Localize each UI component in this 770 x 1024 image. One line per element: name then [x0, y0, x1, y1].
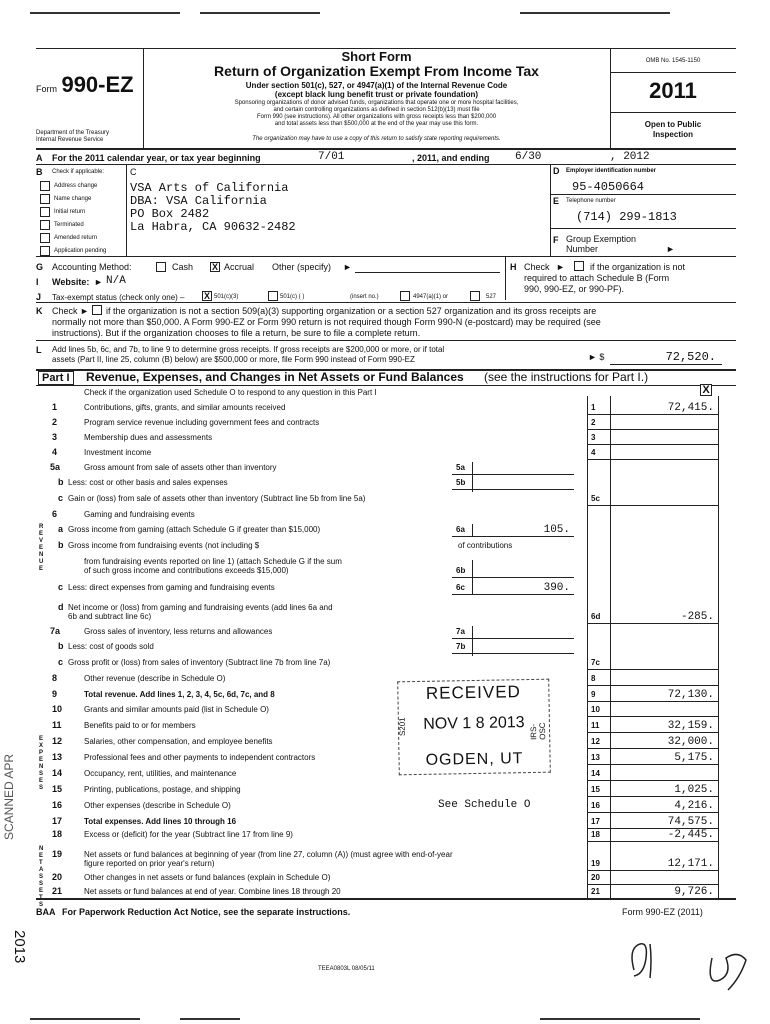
amount-row-rule [587, 429, 718, 430]
line-description: Other revenue (describe in Schedule O) [84, 674, 226, 683]
part-1-see: (see the instructions for Part I.) [484, 370, 649, 384]
sub-box-label: 5a [456, 463, 465, 472]
line-description: Other changes in net assets or fund balances (explain in Schedule O) [84, 873, 331, 882]
amount-box-label: 6d [591, 612, 601, 621]
line-description: Professional fees and other payments to independent contractors [84, 753, 316, 762]
sub-box-rule [452, 577, 574, 578]
line-number: 16 [52, 800, 63, 810]
line-number: 14 [52, 768, 63, 778]
amount-value[interactable]: 9,726. [674, 886, 714, 898]
line-description: Occupancy, rent, utilities, and maintenance [84, 769, 237, 778]
527-label: 527 [486, 294, 497, 300]
org-dba: DBA: VSA California [130, 194, 267, 208]
line-l-text-2: assets (Part II, line 25, column (B) below) are $500,000 or more, file Form 990 instead of Form 990-EZ [52, 355, 415, 364]
sub-box-label: 6a [456, 525, 465, 534]
501c3-checkbox[interactable]: X [203, 291, 210, 301]
line-number: 7a [50, 626, 61, 636]
amount-value[interactable]: 74,575. [667, 816, 714, 828]
line-number: 6 [52, 509, 58, 519]
line-description: Benefits paid to or for members [84, 721, 196, 730]
4947-label: 4947(a)(1) or [413, 294, 449, 300]
line-description: Less: cost or other basis and sales expenses [68, 478, 228, 487]
line-description-extra: of contributions [458, 541, 513, 550]
line-description: Investment income [84, 448, 152, 457]
amount-value[interactable]: 72,415. [667, 402, 714, 414]
sub-box-label: 5b [456, 478, 466, 487]
line-number: b [58, 641, 64, 651]
org-city: La Habra, CA 90632-2482 [130, 220, 296, 234]
form-reference: Form 990-EZ (2011) [622, 907, 703, 917]
line-number: 17 [52, 816, 63, 826]
tax-exempt-label: Tax-exempt status (check only one) – [52, 293, 185, 302]
accounting-method-label: Accounting Method: [52, 262, 132, 272]
sub-box-rule [452, 594, 574, 595]
sponsor-text-2: and certain controlling organizations as defined in section 512(b)(13) must file [273, 107, 480, 113]
schedule-o-check-text: Check if the organization used Schedule O to respond to any question in this Part I [84, 388, 377, 397]
schedule-o-checkbox[interactable]: X [700, 384, 712, 396]
line-description: Grants and similar amounts paid (list in Schedule O) [84, 705, 269, 714]
arrow-icon: ► [94, 277, 103, 287]
amount-box-label: 19 [591, 859, 600, 868]
amount-row-rule [587, 414, 718, 415]
line-k-check: Check [52, 306, 78, 316]
sub-box-label: 7b [456, 642, 466, 651]
amount-row-rule [587, 669, 718, 670]
accrual-checkbox[interactable]: X [211, 262, 218, 272]
amount-box-label: 3 [591, 433, 596, 442]
amount-row-rule [587, 764, 718, 765]
application-pending-label: Application pending [54, 248, 107, 254]
line-description: Net assets or fund balances at end of year. Combine lines 18 through 20 [84, 887, 341, 896]
margin-scan-mark: SCANNED APR [2, 753, 16, 840]
line-number: b [58, 477, 64, 487]
amount-box-label: 1 [591, 403, 596, 412]
line-h-text-1: if the organization is not [590, 262, 686, 272]
line-number: 13 [52, 752, 63, 762]
line-description: Printing, publications, postage, and shipping [84, 785, 241, 794]
line-description-cont: of such gross income and contributions exceeds $15,000) [84, 566, 289, 575]
sub-box-label: 7a [456, 627, 465, 636]
amount-value[interactable]: 1,025. [674, 784, 714, 796]
amount-value[interactable]: 32,159. [667, 720, 714, 732]
amount-row-rule [587, 870, 718, 871]
line-k-text-2: normally not more than $50,000. A Form 990-EZ or Form 990 return is not required though Form 990-N (e-postcard) may be required (see [52, 317, 601, 327]
ein-label: Employer identification number [566, 168, 657, 174]
group-exemption-number: Number [566, 244, 599, 254]
part-1-title: Revenue, Expenses, and Changes in Net Assets or Fund Balances [86, 370, 464, 384]
arrow-icon: ► [80, 306, 89, 316]
line-number: c [58, 582, 64, 592]
dept-treasury: Department of the Treasury [36, 130, 110, 136]
address-change-label: Address change [54, 183, 98, 189]
line-number: d [58, 602, 64, 612]
amount-box-label: 4 [591, 448, 596, 457]
section-e-label: E [553, 196, 560, 206]
under-section: Under section 501(c), 527, or 4947(a)(1) of the Internal Revenue Code [245, 81, 508, 90]
amount-row-rule [587, 623, 718, 624]
form-prefix: Form [36, 84, 57, 94]
sub-box-rule [452, 489, 574, 490]
amount-box-label: 12 [591, 737, 600, 746]
line-number: 3 [52, 432, 58, 442]
section-d-label: D [553, 166, 560, 176]
line-a-text: For the 2011 calendar year, or tax year beginning [52, 153, 261, 163]
line-l-label: L [36, 345, 42, 355]
expenses-side-label: E X P E N S E S [39, 736, 44, 791]
amount-box-label: 9 [591, 690, 596, 699]
amount-box-label: 18 [591, 830, 600, 839]
line-description: Less: cost of goods sold [68, 642, 154, 651]
501c3-label: 501(c)(3) [214, 294, 239, 300]
amount-box-label: 14 [591, 769, 600, 778]
amount-box-label: 21 [591, 887, 600, 896]
amount-box-label: 16 [591, 801, 600, 810]
phone-value: (714) 299-1813 [576, 210, 677, 224]
amount-value[interactable]: 5,175. [674, 752, 714, 764]
amount-row-rule [587, 444, 718, 445]
phone-label: Telephone number [566, 198, 616, 204]
sub-box-amount[interactable]: 105. [543, 524, 570, 536]
stamp-right-code: IRS-OSC [528, 722, 548, 741]
website-value: N/A [106, 275, 126, 287]
sub-box-rule [452, 536, 574, 537]
amount-row-rule [587, 685, 718, 686]
amount-row-rule [587, 716, 718, 717]
arrow-icon: ► [556, 262, 565, 272]
line-description: Excess or (deficit) for the year (Subtract line 17 from line 9) [84, 830, 293, 839]
line-description: Gaming and fundraising events [84, 510, 195, 519]
amount-row-rule [587, 841, 718, 842]
line-number: a [58, 524, 64, 534]
section-f-label: F [553, 235, 559, 245]
website-label: Website: [52, 277, 90, 287]
line-description: Program service revenue including government fees and contracts [84, 418, 320, 427]
tax-year: 2011 [649, 78, 697, 103]
gross-receipts-arrow: ► $ [588, 352, 605, 362]
received-stamp [397, 679, 551, 776]
line-h-check: Check [524, 262, 550, 272]
line-k-label: K [36, 306, 43, 316]
inspection: Inspection [652, 130, 693, 139]
org-address: PO Box 2482 [130, 207, 210, 221]
line-h-text-3: 990, 990-EZ, or 990-PF). [524, 284, 625, 294]
line-description: Other expenses (describe in Schedule O) [84, 801, 231, 810]
sub-box-amount[interactable]: 390. [543, 582, 570, 594]
stamp-date: NOV 1 8 2013 [423, 714, 525, 733]
short-form-label: Short Form [341, 49, 412, 64]
amount-value[interactable]: -285. [680, 611, 714, 623]
line-number: 12 [52, 736, 63, 746]
amount-row-rule [587, 780, 718, 781]
line-note: See Schedule O [438, 799, 531, 811]
form-title: Return of Organization Exempt From Income Tax [214, 63, 539, 79]
line-k-text-3: instructions). But if the organization chooses to file a return, be sure to file a complete return. [52, 328, 421, 338]
line-number: 19 [52, 849, 63, 859]
sub-box-rule [452, 653, 574, 654]
amount-box-label: 15 [591, 785, 600, 794]
tax-year-begin: 7/01 [318, 151, 345, 163]
amount-box-label: 2 [591, 418, 596, 427]
stamp-received: RECEIVED [425, 682, 522, 703]
line-description: Gross amount from sale of assets other than inventory [84, 463, 277, 472]
line-number: 2 [52, 417, 58, 427]
name-change-label: Name change [54, 196, 92, 202]
amount-box-label: 8 [591, 674, 596, 683]
check-if-applicable: Check if applicable: [52, 169, 105, 175]
baa-label: BAA [36, 907, 56, 917]
line-h-label: H [510, 262, 517, 272]
year-stamp: 2013 [11, 930, 28, 964]
paperwork-notice: For Paperwork Reduction Act Notice, see the separate instructions. [62, 907, 351, 917]
handwritten-initials [620, 930, 760, 1000]
open-public: Open to Public [644, 120, 702, 129]
arrow-icon: ► [666, 244, 675, 254]
amount-row-rule [587, 505, 718, 506]
amount-value[interactable]: 4,216. [674, 800, 714, 812]
line-g-label: G [36, 262, 44, 272]
insert-no-label: (insert no.) [350, 294, 379, 300]
amended-return-label: Amended return [54, 235, 98, 241]
sponsor-text-1: Sponsoring organizations of donor advised funds, organizations that operate one or more hospital facilities, [234, 100, 519, 106]
sub-box-rule [452, 638, 574, 639]
sub-box-label: 6c [456, 583, 465, 592]
line-number: 10 [52, 704, 63, 714]
amount-box-label: 5c [591, 494, 600, 503]
amount-box-label: 7c [591, 658, 600, 667]
sub-box-rule [452, 474, 574, 475]
line-k-text-1: if the organization is not a section 509(a)(3) supporting organization or a section 527 organization and its gross receipts are [106, 306, 597, 316]
amount-row-rule [587, 732, 718, 733]
line-description: Net income or (loss) from gaming and fundraising events (add lines 6a and [68, 603, 333, 612]
line-j-label: J [36, 292, 42, 302]
line-description-cont: figure reported on prior year's return) [84, 859, 215, 868]
section-b-label: B [36, 167, 43, 177]
line-h-text-2: required to attach Schedule B (Form [524, 273, 670, 283]
line-description: Gain or (loss) from sale of assets other than inventory (Subtract line 5b from line 5a) [68, 494, 366, 503]
amount-row-rule [587, 459, 718, 460]
line-description: from fundraising events reported on line 1) (attach Schedule G if the sum [84, 557, 342, 566]
line-number: c [58, 657, 64, 667]
org-name: VSA Arts of California [130, 181, 289, 195]
501c-label: 501(c) ( ) [280, 294, 305, 300]
amount-box-label: 20 [591, 873, 600, 882]
ein-value: 95-4050664 [572, 180, 645, 194]
stamp-left-code: S201 [397, 717, 407, 737]
amount-row-rule [587, 884, 718, 885]
line-number: b [58, 540, 64, 550]
line-number: 20 [52, 872, 63, 882]
amount-row-rule [587, 812, 718, 813]
line-number: 8 [52, 673, 58, 683]
section-c-label: C [130, 167, 137, 177]
line-description: Gross sales of inventory, less returns and allowances [84, 627, 273, 636]
terminated-label: Terminated [54, 222, 84, 228]
sub-box-label: 6b [456, 566, 466, 575]
line-number: c [58, 493, 64, 503]
amount-value[interactable]: 72,130. [667, 689, 714, 701]
line-description: Membership dues and assessments [84, 433, 213, 442]
line-number: 21 [52, 886, 63, 896]
sponsor-text-4: and total assets less than $500,000 at the end of the year may use this form. [274, 121, 479, 127]
sponsor-text-3: Form 990 (see instructions). All other organizations with gross receipts less than $200,000 [256, 114, 497, 120]
gross-receipts-value: 72,520. [665, 350, 716, 364]
line-l-text-1: Add lines 5b, 6c, and 7b, to line 9 to determine gross receipts. If gross receipts are $200,000 or more, or if total [52, 345, 445, 354]
group-exemption-label: Group Exemption [566, 234, 637, 244]
line-number: 18 [52, 829, 63, 839]
other-method-label: Other (specify) [272, 262, 332, 272]
line-description: Net assets or fund balances at beginning of year (from line 27, column (A)) (must agree with end-of-year [84, 850, 453, 859]
copy-note: The organization may have to use a copy of this return to satisfy state reporting requirements. [252, 136, 501, 142]
amount-value[interactable]: -2,445. [667, 829, 714, 841]
amount-box-label: 10 [591, 705, 600, 714]
tax-year-end-year: , 2012 [610, 151, 650, 163]
accrual-label: Accrual [224, 262, 255, 272]
line-a-mid: , 2011, and ending [412, 153, 490, 163]
form-number: 990-EZ [61, 72, 134, 97]
line-number: 1 [52, 402, 58, 412]
amount-row-rule [587, 701, 718, 702]
cash-label: Cash [172, 262, 194, 272]
stamp-city: OGDEN, UT [425, 750, 524, 769]
part-1-label: Part I [38, 371, 74, 385]
line-number: 5a [50, 462, 61, 472]
amount-box-label: 17 [591, 817, 600, 826]
amount-row-rule [587, 796, 718, 797]
line-i-label: I [36, 277, 39, 287]
irs-label: Internal Revenue Service [36, 137, 104, 143]
amount-value[interactable]: 12,171. [667, 858, 714, 870]
line-description: Gross income from fundraising events (not including $ [68, 541, 260, 550]
line-description: Less: direct expenses from gaming and fundraising events [68, 583, 275, 592]
line-number: 9 [52, 689, 58, 699]
line-description-cont: 6b and subtract line 6c) [68, 612, 152, 621]
line-description: Salaries, other compensation, and employee benefits [84, 737, 273, 746]
form-code: TEEA0803L 08/05/11 [318, 966, 375, 972]
net-assets-side-label: N E T A S S E T S [39, 846, 44, 908]
amount-box-label: 11 [591, 721, 600, 730]
revenue-side-label: R E V E N U E [39, 524, 44, 572]
amount-box-label: 13 [591, 753, 600, 762]
line-number: 4 [52, 447, 58, 457]
line-number: 11 [52, 720, 62, 730]
line-description: Gross income from gaming (attach Schedule G if greater than $15,000) [68, 525, 321, 534]
except-text: (except black lung benefit trust or private foundation) [274, 90, 479, 99]
amount-value[interactable]: 32,000. [667, 736, 714, 748]
line-a-label: A [36, 153, 43, 163]
tax-year-end: 6/30 [515, 151, 542, 163]
line-description: Contributions, gifts, grants, and similar amounts received [84, 403, 286, 412]
line-description: Total revenue. Add lines 1, 2, 3, 4, 5c, 6d, 7c, and 8 [84, 690, 275, 699]
line-description: Total expenses. Add lines 10 through 16 [84, 817, 237, 826]
line-number: 15 [52, 784, 63, 794]
amount-row-rule [587, 748, 718, 749]
omb-number: OMB No. 1545-1150 [645, 58, 701, 64]
line-description: Gross profit or (loss) from sales of inventory (Subtract line 7b from line 7a) [68, 658, 331, 667]
arrow-icon: ► [343, 262, 352, 272]
initial-return-label: Initial return [54, 209, 86, 215]
